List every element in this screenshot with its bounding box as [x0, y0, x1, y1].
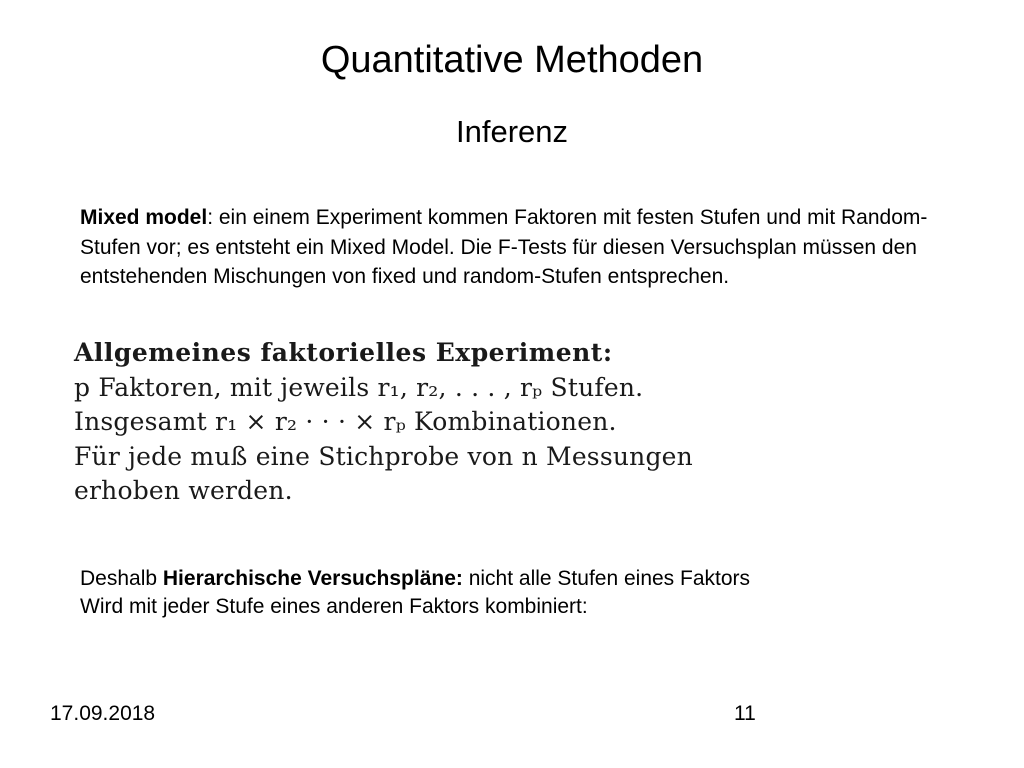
- hierarchical-line-1-rest: nicht alle Stufen eines Faktors: [462, 567, 751, 590]
- hierarchical-designs-paragraph: [80, 565, 960, 621]
- footer-page-number: 11: [734, 702, 756, 725]
- figure-line-sample: Für jede muß eine Stichprobe von n Messungen: [74, 441, 693, 471]
- slide-title: Quantitative Methoden: [320, 39, 704, 81]
- hierarchical-line-1: [80, 565, 960, 593]
- footer-date: 17.09.2018: [50, 702, 156, 725]
- hierarchical-prefix: Deshalb: [80, 567, 163, 590]
- figure-line-collected: erhoben werden.: [74, 476, 293, 505]
- hierarchical-term: Hierarchische Versuchspläne:: [162, 567, 463, 590]
- figure-line-factors: p Faktoren, mit jeweils r₁, r₂, . . . , rₚ Stufen.: [74, 372, 644, 402]
- mixed-model-term: Mixed model: [80, 206, 208, 229]
- figure-heading: Allgemeines faktorielles Experiment:: [74, 338, 613, 367]
- figure-line-combinations: Insgesamt r₁ × r₂ · · · × rₚ Kombinationen.: [74, 407, 617, 436]
- mixed-model-text: : ein einem Experiment kommen Faktoren mit festen Stufen und mit Random-Stufen vor; es entsteht ein Mixed Model. Die F-Tests für diesen Versuchsplan müssen den entstehenden Mischungen von fixed und random-Stufen entsprechen.: [80, 206, 928, 288]
- mixed-model-paragraph: [80, 203, 960, 292]
- hierarchical-line-2: Wird mit jeder Stufe eines anderen Faktors kombiniert:: [80, 595, 588, 618]
- slide-subtitle: Inferenz: [455, 114, 568, 149]
- factorial-experiment-figure: [74, 336, 693, 509]
